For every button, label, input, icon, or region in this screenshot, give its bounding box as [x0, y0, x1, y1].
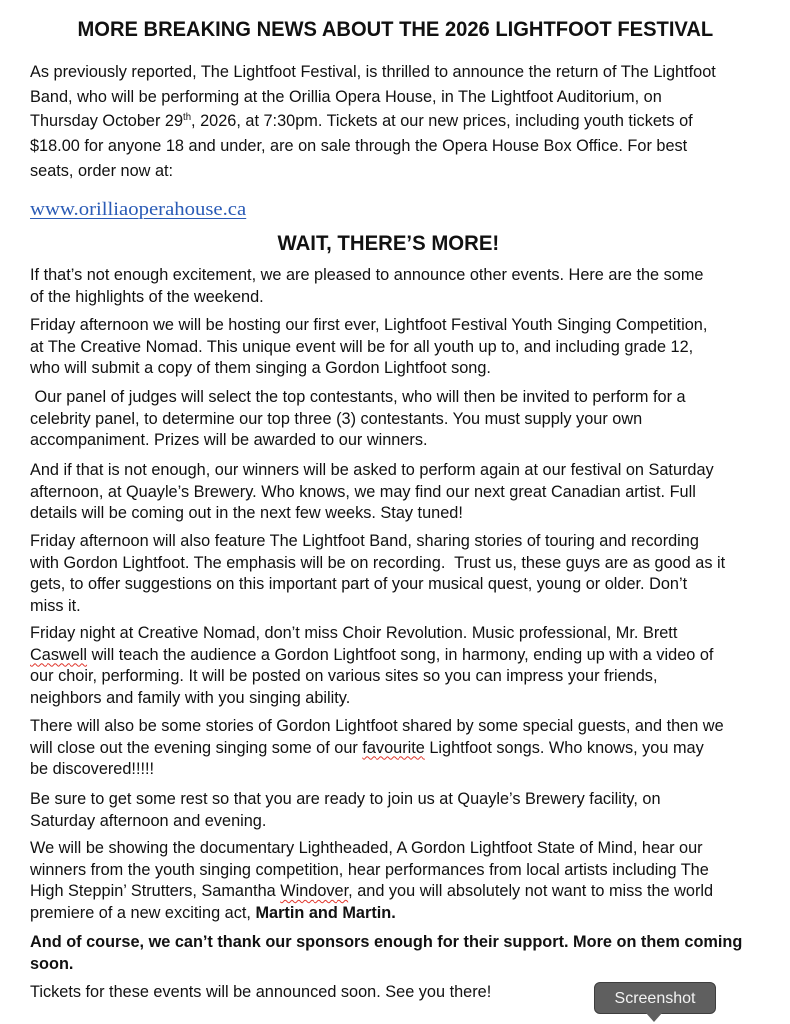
- text-run: , and you will absolutely not want to miss the world: [348, 881, 714, 901]
- text-line: afternoon, at Quayle’s Brewery. Who knows, we may find our next great Canadian artist. Full: [30, 481, 696, 501]
- text-run: will close out the evening singing some of our: [30, 737, 363, 757]
- text-run: Lightfoot songs. Who knows, you may: [424, 737, 704, 757]
- act-name-bold: Martin and Martin.: [255, 902, 396, 922]
- text-line: Tickets for these events will be announced soon. See you there!: [30, 982, 492, 1001]
- text-line: [30, 902, 730, 924]
- paragraph-documentary: [30, 837, 760, 923]
- text-line: neighbors and family with you singing ability.: [30, 687, 351, 707]
- paragraph-judges: [30, 386, 760, 451]
- text-line: our choir, performing. It will be posted on various sites so you can impress your friends,: [30, 666, 658, 686]
- text-line: Saturday afternoon and evening.: [30, 810, 267, 830]
- text-line: who will submit a copy of them singing a Gordon Lightfoot song.: [30, 358, 491, 378]
- text-line: Our panel of judges will select the top contestants, who will then be invited to perform for a: [30, 387, 686, 406]
- paragraph-stories: [30, 715, 760, 780]
- text-line: Be sure to get some rest so that you are ready to join us at Quayle’s Brewery facility, on: [30, 789, 661, 808]
- paragraph-more-events: [30, 264, 760, 307]
- text-line: We will be showing the documentary Lightheaded, A Gordon Lightfoot State of Mind, hear our: [30, 838, 703, 857]
- text-line: Friday afternoon will also feature The Lightfoot Band, sharing stories of touring and recording: [30, 531, 699, 550]
- text-line: And if that is not enough, our winners will be asked to perform again at our festival on Saturday: [30, 460, 714, 479]
- text-run: Thursday October 29: [30, 111, 184, 131]
- text-line: [30, 880, 730, 902]
- subheading-text: WAIT, THERE’S MORE!: [277, 232, 499, 255]
- paragraph-sponsors: [30, 931, 760, 974]
- paragraph-choir: [30, 622, 760, 708]
- text-line: accompaniment. Prizes will be awarded to our winners.: [30, 430, 428, 450]
- text-line: And of course, we can’t thank our sponsors enough for their support. More on them coming: [30, 932, 743, 951]
- text-line: Friday night at Creative Nomad, don’t miss Choir Revolution. Music professional, Mr. Brett: [30, 623, 678, 642]
- text-line: Band, who will be performing at the Orillia Opera House, in The Lightfoot Auditorium, on: [30, 86, 662, 106]
- opera-house-link[interactable]: www.orilliaoperahouse.ca: [30, 199, 247, 220]
- text-line: [30, 109, 730, 134]
- paragraph-rest: [30, 788, 760, 831]
- text-run: will teach the audience a Gordon Lightfoot song, in harmony, ending up with a video of: [87, 644, 714, 664]
- text-line: at The Creative Nomad. This unique event will be for all youth up to, and including grade 12,: [30, 336, 694, 356]
- document-title: [0, 16, 790, 44]
- text-line: soon.: [30, 953, 74, 973]
- text-line: seats, order now at:: [30, 160, 174, 180]
- subheading: [0, 230, 776, 258]
- paragraph-band: [30, 530, 760, 616]
- text-line: $18.00 for anyone 18 and under, are on sale through the Opera House Box Office. For best: [30, 136, 688, 156]
- tooltip-arrow-icon: [646, 1013, 662, 1022]
- text-line: Friday afternoon we will be hosting our first ever, Lightfoot Festival Youth Singing Competition,: [30, 315, 708, 334]
- text-line: with Gordon Lightfoot. The emphasis will be on recording. Trust us, these guys are as good as it: [30, 552, 726, 572]
- text-run: , 2026, at 7:30pm. Tickets at our new prices, including youth tickets of: [191, 111, 693, 131]
- intro-paragraph: [30, 60, 760, 183]
- text-run: High Steppin’ Strutters, Samantha: [30, 881, 281, 901]
- spellcheck-flagged-word[interactable]: Windover: [280, 881, 349, 901]
- paragraph-competition: [30, 314, 760, 379]
- text-run: premiere of a new exciting act,: [30, 902, 256, 922]
- document-title-text: MORE BREAKING NEWS ABOUT THE 2026 LIGHTFOOT FESTIVAL: [77, 18, 713, 41]
- text-line: be discovered!!!!!: [30, 759, 155, 779]
- text-line: As previously reported, The Lightfoot Festival, is thrilled to announce the return of The Lightfoot: [30, 62, 716, 81]
- text-line: gets, to offer suggestions on this important part of your musical quest, young or older. Don’t: [30, 574, 688, 594]
- text-line: [30, 644, 730, 666]
- text-line: If that’s not enough excitement, we are pleased to announce other events. Here are the some: [30, 265, 704, 284]
- spellcheck-flagged-word[interactable]: favourite: [362, 737, 425, 757]
- text-line: winners from the youth singing competition, hear performances from local artists including The: [30, 859, 709, 879]
- text-line: celebrity panel, to determine our top three (3) contestants. You must supply your own: [30, 408, 643, 428]
- text-line: of the highlights of the weekend.: [30, 286, 264, 306]
- text-line: miss it.: [30, 595, 81, 615]
- screenshot-tooltip: Screenshot: [594, 982, 716, 1014]
- spellcheck-flagged-word[interactable]: Caswell: [30, 644, 88, 664]
- text-line: [30, 737, 730, 759]
- ordinal-suffix: th: [183, 112, 192, 124]
- text-line: There will also be some stories of Gordon Lightfoot shared by some special guests, and then we: [30, 716, 724, 735]
- paragraph-saturday: [30, 459, 760, 524]
- text-line: details will be coming out in the next few weeks. Stay tuned!: [30, 503, 463, 523]
